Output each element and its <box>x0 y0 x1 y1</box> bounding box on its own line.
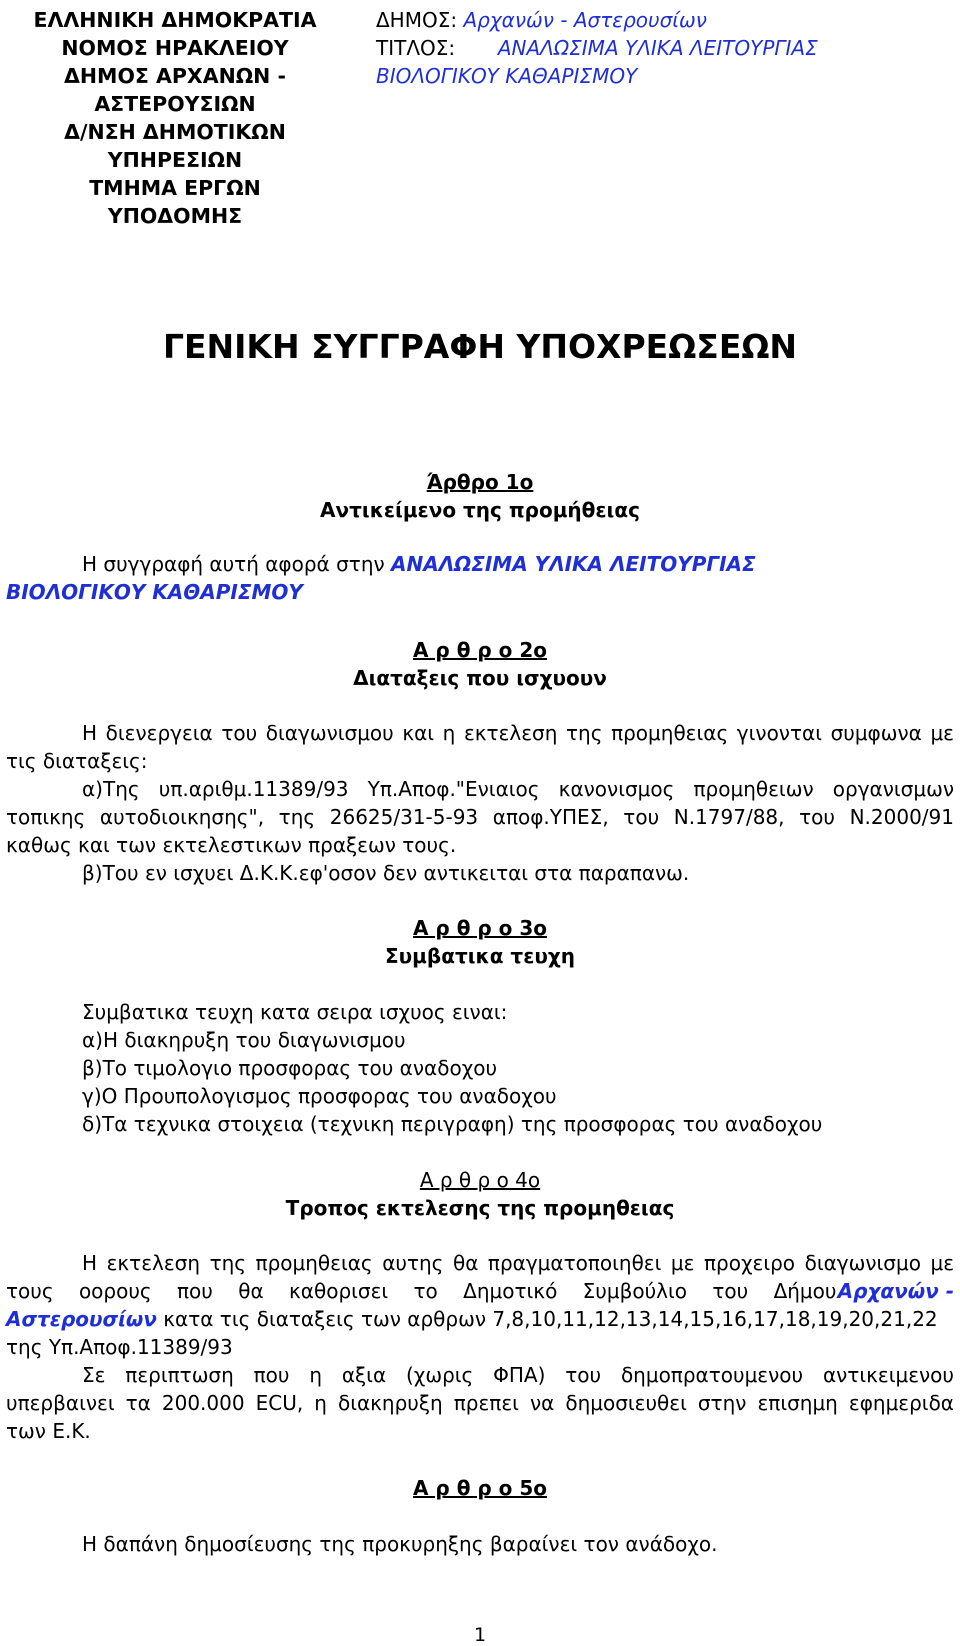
article-2-para2-line: καθως και των εκτελεστικων πραξεων τους. <box>6 833 457 857</box>
article-5-text: Η δαπάνη δημοσίευσης της προκυρηξης βαραίνει τον ανάδοχο. <box>82 1532 718 1556</box>
article-4-para1-line: τους οορους που θα καθορισει το Δημοτικό Συμβούλιο του Δήμου Αρχανών - <box>6 1279 954 1303</box>
article-2-para2-line: τοπικης αυτοδιοικησης", της 26625/31-5-93 αποφ.ΥΠΕΣ, του Ν.1797/88, του Ν.2000/91 <box>6 805 954 829</box>
titlos-value-cont: ΒΙΟΛΟΓΙΚΟΥ ΚΑΘΑΡΙΣΜΟΥ <box>376 64 638 88</box>
article-2-para1-line: τις διαταξεις: <box>6 749 148 773</box>
article-2-para1-line: Η διενεργεια του διαγωνισμου και η εκτελεση της προμηθειας γινονται συμφωνα με <box>82 721 954 745</box>
page-title: ΓΕΝΙΚΗ ΣΥΓΓΡΑΦΗ ΥΠΟΧΡΕΩΣΕΩΝ <box>162 327 798 366</box>
article-4-para2-line: υπερβαινει τα 200.000 ECU, η διακηρυξη πρεπει να δημοσιευθει στην επισημη εφημεριδα <box>6 1391 954 1415</box>
article-4-para2-line: των Ε.Κ. <box>6 1419 91 1443</box>
list-item: γ)Ο Προυπολογισμος προσφορας του αναδοχου <box>82 1084 557 1108</box>
header-line: ΥΠΗΡΕΣΙΩΝ <box>107 148 243 172</box>
article-4-para2-line: Σε περιπτωση που η αξια (χωρις ΦΠΑ) του δημοπρατουμενου αντικειμενου <box>82 1363 954 1387</box>
article-4-para1-line: Η εκτελεση της προμηθειας αυτης θα πραγματοποιηθει με προχειρο διαγωνισμο με <box>82 1251 954 1275</box>
header-line: ΑΣΤΕΡΟΥΣΙΩΝ <box>94 92 256 116</box>
list-item: Συμβατικα τευχη κατα σειρα ισχυος ειναι: <box>82 1000 508 1024</box>
article-1-heading: Άρθρο 1ο <box>426 470 534 494</box>
header-line: ΕΛΛΗΝΙΚΗ ΔΗΜΟΚΡΑΤΙΑ <box>33 8 317 32</box>
article-2-heading: Α ρ θ ρ ο 2ο <box>412 638 548 662</box>
list-item: β)Το τιμολογιο προσφορας του αναδοχου <box>82 1056 498 1080</box>
header-line: ΥΠΟΔΟΜΗΣ <box>107 204 243 228</box>
titlos-value: ΑΝΑΛΩΣΙΜΑ ΥΛΙΚΑ ΛΕΙΤΟΥΡΓΙΑΣ <box>497 36 818 60</box>
header-line: ΤΜΗΜΑ ΕΡΓΩΝ <box>89 176 261 200</box>
dimos-value: Αρχανών - Αστερουσίων <box>463 8 707 32</box>
titlos-label: ΤΙΤΛΟΣ: <box>376 36 456 60</box>
article-4-para1-line: Αστερουσίων κατα τις διαταξεις των αρθρων 7,8,10,11,12,13,14,15,16,17,18,19,20,21,22 <box>6 1307 938 1331</box>
header-authority-block <box>14 6 336 230</box>
article-5-heading: Α ρ θ ρ ο 5ο <box>412 1476 548 1500</box>
list-item: δ)Τα τεχνικα στοιχεια (τεχνικη περιγραφη) της προσφορας του αναδοχου <box>82 1112 823 1136</box>
article-1-subheading: Αντικείμενο της προμήθειας <box>320 498 640 522</box>
article-3-subheading: Συμβατικα τευχη <box>385 944 575 968</box>
page-number: 1 <box>473 1624 487 1646</box>
article-4-heading: Α ρ θ ρ ο 4ο <box>419 1168 541 1192</box>
article-1-text: Η συγγραφή αυτή αφορά στην ΑΝΑΛΩΣΙΜΑ ΥΛΙΚΑ ΛΕΙΤΟΥΡΓΙΑΣ <box>82 552 756 576</box>
header-line: Δ/ΝΣΗ ΔΗΜΟΤΙΚΩΝ <box>64 120 286 144</box>
article-2-subheading: Διαταξεις που ισχυουν <box>353 666 607 690</box>
titlos-row <box>376 34 818 62</box>
header-line: ΔΗΜΟΣ ΑΡΧΑΝΩΝ - <box>64 64 286 88</box>
article-4-para1-line: της Υπ.Αποφ.11389/93 <box>6 1335 233 1359</box>
article-1-text-cont: ΒΙΟΛΟΓΙΚΟΥ ΚΑΘΑΡΙΣΜΟΥ <box>6 580 303 604</box>
article-3-heading: Α ρ θ ρ ο 3ο <box>412 916 548 940</box>
list-item: α)Η διακηρυξη του διαγωνισμου <box>82 1028 406 1052</box>
header-project-block <box>376 6 818 90</box>
header-line: ΝΟΜΟΣ ΗΡΑΚΛΕΙΟΥ <box>61 36 289 60</box>
dimos-row <box>376 6 818 34</box>
article-2-para3: β)Του εν ισχυει Δ.Κ.Κ.εφ'οσον δεν αντικειται στα παραπανω. <box>82 861 690 885</box>
article-4-subheading: Τροπος εκτελεσης της προμηθειας <box>285 1196 675 1220</box>
article-2-para2-line: α)Της υπ.αριθμ.11389/93 Υπ.Αποφ."Ενιαιος κανονισμος προμηθειων οργανισμων <box>82 777 954 801</box>
dimos-label: ΔΗΜΟΣ: <box>376 8 458 32</box>
